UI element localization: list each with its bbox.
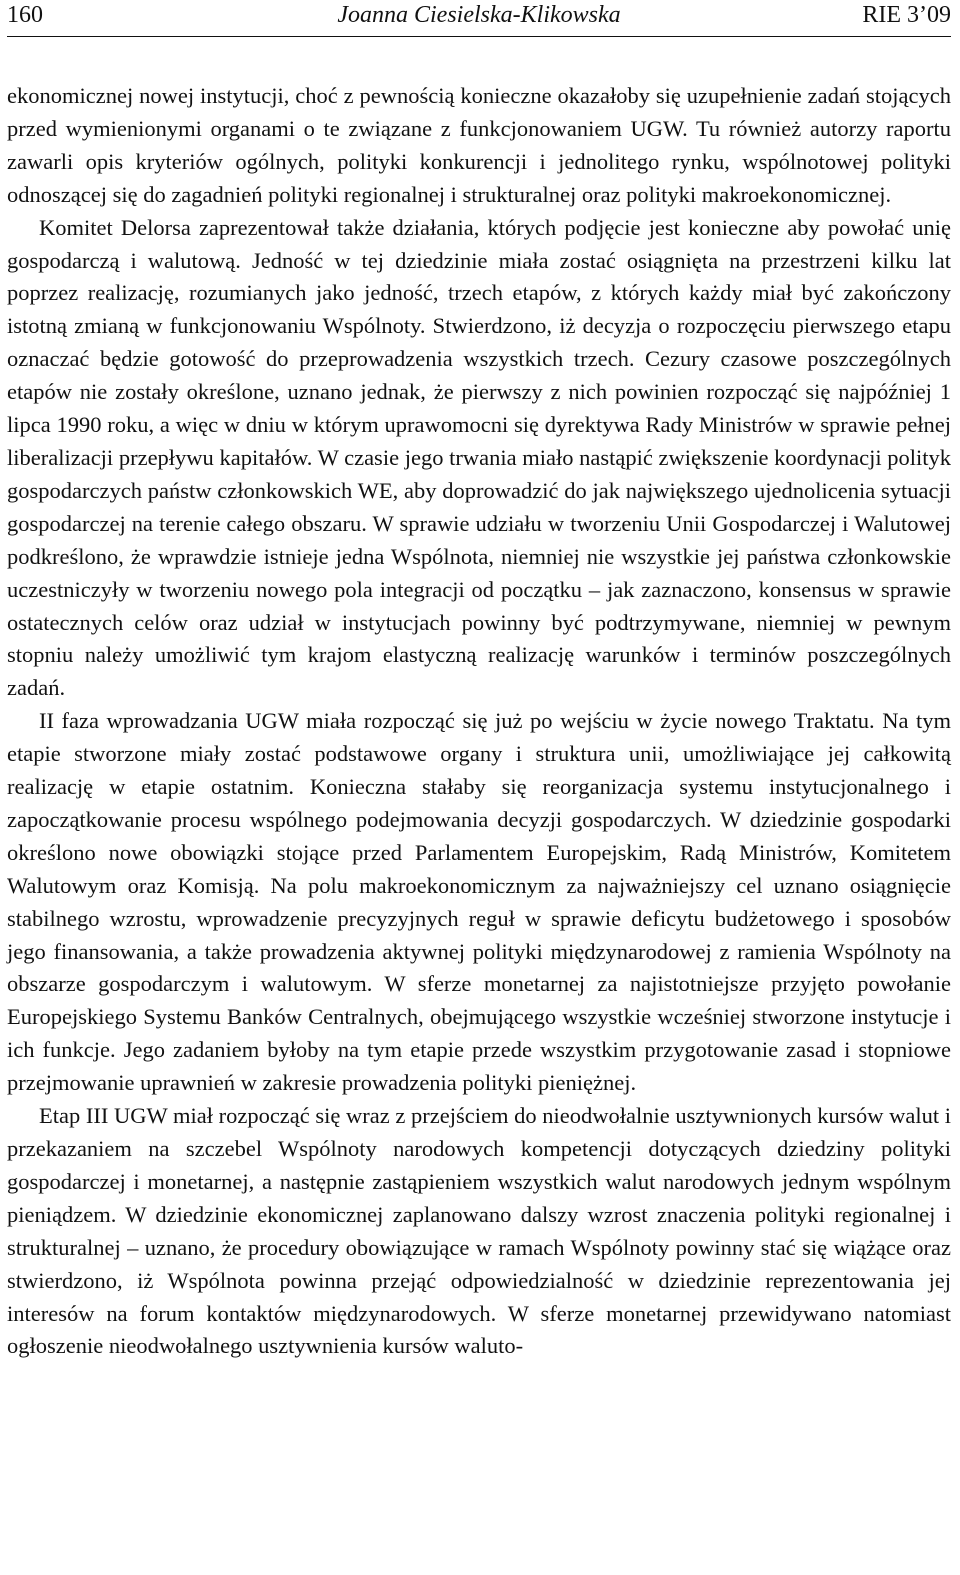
body-text <box>7 80 951 1363</box>
running-header-journal: RIE 3’09 <box>862 2 951 28</box>
header-divider <box>7 36 951 37</box>
running-header <box>7 0 951 34</box>
page-number: 160 <box>7 2 43 28</box>
paragraph-stage-three: Etap III UGW miał rozpocząć się wraz z przejściem do nieodwołalnie usztywnionych kursów walut i przekazaniem na szczebel Wspólnoty narodowych kompetencji dotyczących dziedziny polityki gospodarczej i monetarnej, a następnie zastąpieniem wszystkich walut narodowych jednym wspólnym pieniądzem. W dziedzinie ekonomicznej zaplanowano dalszy wzrost znaczenia polityki regionalnej i strukturalnej – uznano, że procedury obowiązujące w ramach Wspólnoty powinny stać się wiążące oraz stwierdzono, iż Wspólnota powinna przejąć odpowiedzialność w dziedzinie reprezentowania jej interesów na forum kontaktów międzynarodowych. W sferze monetarnej przewidywano natomiast ogłoszenie nieodwołalnego usztywnienia kursów waluto- <box>7 1103 951 1359</box>
paragraph-continuation: ekonomicznej nowej instytucji, choć z pewnością konieczne okazałoby się uzupełnienie zadań stojących przed wymienionymi organami o te związane z funkcjonowaniem UGW. Tu również autorzy raportu zawarli opis kryteriów ogólnych, polityki konkurencji i jednolitego rynku, wspólnotowej polityki odnoszącej się do zagadnień polityki regionalnej i strukturalnej oraz polityki makroekonomicznej. <box>7 83 951 207</box>
paragraph-delors-committee: Komitet Delorsa zaprezentował także działania, których podjęcie jest konieczne aby powołać unię gospodarczą i walutową. Jedność w tej dziedzinie miała zostać osiągnięta na przestrzeni kilku lat poprzez realizację, rozumianych jako jedność, trzech etapów, z których każdy miał być zakończony istotną zmianą w funkcjonowaniu Wspólnoty. Stwierdzono, iż decyzja o rozpoczęciu pierwszego etapu oznaczać będzie gotowość do przeprowadzenia wszystkich trzech. Cezury czasowe poszczególnych etapów nie zostały określone, uznano jednak, że pierwszy z nich powinien rozpocząć się najpóźniej 1 lipca 1990 roku, a więc w dniu w którym uprawomocni się dyrektywa Rady Ministrów w sprawie pełnej liberalizacji przepływu kapitałów. W czasie jego trwania miało nastąpić zwiększenie koordynacji polityk gospodarczych państw członkowskich WE, aby doprowadzić do jak największego ujednolicenia sytuacji gospodarczej na terenie całego obszaru. W sprawie udziału w tworzeniu Unii Gospodarczej i Walutowej podkreślono, że wprawdzie istnieje jedna Wspólnota, niemniej nie wszystkie jej państwa członkowskie uczestniczyły w tworzeniu nowego pola integracji od początku – jak zaznaczono, konsensus w sprawie ostatecznych celów oraz udział w instytucjach powinny być podtrzymywane, niemniej w pewnym stopniu należy umożliwić tym krajom elastyczną realizację warunków i terminów poszczególnych zadań. <box>7 214 951 701</box>
running-header-author: Joanna Ciesielska-Klikowska <box>337 2 621 28</box>
paragraph-phase-two: II faza wprowadzania UGW miała rozpocząć się już po wejściu w życie nowego Traktatu. Na tym etapie stworzone miały zostać podstawowe organy i struktura unii, umożliwiające jej całkowitą realizację w etapie ostatnim. Konieczna stałaby się reorganizacja systemu instytucjonalnego i zapoczątkowanie procesu wspólnego podejmowania decyzji gospodarczych. W dziedzinie gospodarki określono nowe obowiązki stojące przed Parlamentem Europejskim, Radą Ministrów, Komitetem Walutowym oraz Komisją. Na polu makroekonomicznym za najważniejszy cel uznano osiągnięcie stabilnego wzrostu, wprowadzenie precyzyjnych reguł w sprawie deficytu budżetowego i sposobów jego finansowania, a także prowadzenia aktywnej polityki międzynarodowej z ramienia Wspólnoty na obszarze gospodarczym i walutowym. W sferze monetarnej za najistotniejsze przyjęto powołanie Europejskiego Systemu Banków Centralnych, obejmującego wszystkie wcześniej stworzone instytucje i ich funkcje. Jego zadaniem byłoby na tym etapie przede wszystkim przygotowanie zasad i stopniowe przejmowanie uprawnień w zakresie prowadzenia polityki pieniężnej. <box>7 708 951 1096</box>
